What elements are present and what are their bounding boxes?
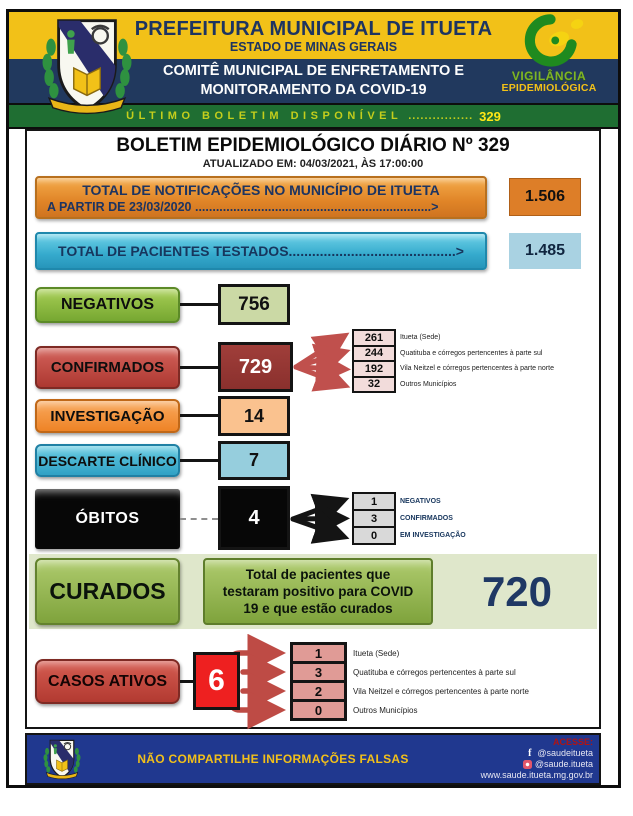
breakdown-value: 261	[352, 329, 396, 347]
last-bulletin-label: ÚLTIMO BOLETIM DISPONÍVEL	[126, 110, 403, 122]
notifications-bar	[35, 176, 487, 219]
confirmados-arrows-icon	[293, 329, 352, 397]
breakdown-label: Outros Municípios	[400, 380, 457, 388]
breakdown-label: CONFIRMADOS	[400, 515, 453, 522]
negativos-connector	[180, 303, 218, 306]
state-subtitle: ESTADO DE MINAS GERAIS	[229, 39, 398, 54]
instagram-icon	[523, 760, 532, 769]
confirmados-value: 729	[218, 342, 293, 392]
descarte-connector	[180, 459, 218, 462]
casos-ativos-button: CASOS ATIVOS	[35, 659, 180, 704]
confirmados-breakdown	[352, 329, 554, 393]
footer-links	[481, 737, 593, 781]
confirmados-connector	[180, 366, 218, 369]
website-link[interactable]: www.saude.itueta.mg.gov.br	[480, 770, 593, 780]
vigilancia-text1: VIGILÂNCIA	[511, 69, 587, 83]
municipality-title: PREFEITURA MUNICIPAL DE ITUETA	[134, 17, 493, 40]
footer	[25, 733, 601, 785]
facebook-icon: f	[528, 748, 532, 759]
vigilancia-logo	[484, 14, 614, 102]
breakdown-label: Quatituba e córregos pertencentes à parte sul	[400, 349, 543, 357]
breakdown-value: 0	[352, 526, 396, 545]
breakdown-value: 32	[352, 376, 396, 394]
obitos-connector	[180, 518, 218, 520]
negativos-button: NEGATIVOS	[35, 287, 180, 323]
casos-ativos-connector	[180, 680, 193, 683]
breakdown-label: Quatituba e córregos pertencentes à parte sul	[353, 667, 516, 677]
confirmados-button: CONFIRMADOS	[35, 346, 180, 389]
breakdown-value: 1	[290, 642, 347, 664]
obitos-button: ÓBITOS	[35, 489, 180, 549]
header	[9, 12, 618, 129]
committee-line2: MONITORAMENTO DA COVID-19	[200, 82, 427, 98]
footer-coat-of-arms-icon	[41, 738, 83, 782]
page-frame	[6, 9, 621, 788]
curados-button: CURADOS	[35, 558, 180, 625]
coat-of-arms-icon	[39, 15, 135, 121]
breakdown-value: 1	[352, 492, 396, 511]
breakdown-row	[290, 699, 529, 721]
breakdown-label: Itueta (Sede)	[400, 334, 441, 342]
bulletin-updated: ATUALIZADO EM: 04/03/2021, ÀS 17:00:00	[202, 158, 424, 170]
vigilancia-swoosh-icon	[510, 14, 588, 70]
breakdown-row	[352, 376, 554, 394]
instagram-link[interactable]	[481, 759, 593, 770]
breakdown-value: 3	[352, 509, 396, 528]
instagram-handle: @saude.itueta	[534, 759, 593, 769]
breakdown-label: NEGATIVOS	[400, 498, 441, 505]
casos-ativos-breakdown	[290, 642, 529, 721]
obitos-arrows-icon	[290, 489, 352, 549]
last-bulletin-number: 329	[479, 108, 501, 124]
notifications-value: 1.506	[509, 178, 581, 216]
vigilancia-text2: EPIDEMIOLÓGICA	[501, 82, 597, 94]
obitos-breakdown	[352, 492, 466, 545]
breakdown-row	[352, 526, 466, 545]
breakdown-label: Vila Neitzel e córregos pertencentes à parte norte	[353, 686, 529, 696]
descarte-value: 7	[218, 441, 290, 480]
notifications-label-line2: A PARTIR DE 23/03/2020 ....................................................................>	[47, 200, 439, 214]
bulletin-title: BOLETIM EPIDEMIOLÓGICO DIÁRIO Nº 329	[116, 135, 510, 156]
breakdown-label: EM INVESTIGAÇÃO	[400, 532, 466, 539]
breakdown-value: 0	[290, 699, 347, 721]
bulletin-body	[25, 129, 601, 729]
breakdown-value: 244	[352, 345, 396, 363]
obitos-value: 4	[218, 486, 290, 550]
curados-description: Total de pacientes que testaram positivo para COVID 19 e que estão curados	[203, 558, 433, 625]
breakdown-label: Vila Neitzel e córregos pertencentes à parte norte	[400, 365, 554, 373]
investigacao-value: 14	[218, 396, 290, 436]
casos-ativos-value: 6	[193, 652, 240, 710]
negativos-value: 756	[218, 284, 290, 325]
breakdown-label: Outros Municípios	[353, 705, 418, 715]
breakdown-label: Itueta (Sede)	[353, 648, 400, 658]
curados-value: 720	[481, 567, 553, 615]
descarte-button: DESCARTE CLÍNICO	[35, 444, 180, 477]
tested-bar: TOTAL DE PACIENTES TESTADOS...........................................>	[35, 232, 487, 270]
facebook-link[interactable]	[481, 748, 593, 759]
last-bulletin-dots: ................	[408, 110, 474, 122]
access-label: ACESSE:	[552, 737, 593, 747]
investigacao-button: INVESTIGAÇÃO	[35, 399, 180, 433]
facebook-handle: @saudeitueta	[537, 748, 593, 758]
breakdown-value: 192	[352, 360, 396, 378]
committee-line1: COMITÊ MUNICIPAL DE ENFRETAMENTO E	[162, 63, 465, 79]
breakdown-value: 3	[290, 661, 347, 683]
investigacao-connector	[180, 414, 218, 417]
breakdown-value: 2	[290, 680, 347, 702]
notifications-label-line1: TOTAL DE NOTIFICAÇÕES NO MUNICÍPIO DE ITUETA	[82, 182, 440, 198]
footer-message: NÃO COMPARTILHE INFORMAÇÕES FALSAS	[137, 752, 409, 766]
tested-value: 1.485	[509, 233, 581, 269]
